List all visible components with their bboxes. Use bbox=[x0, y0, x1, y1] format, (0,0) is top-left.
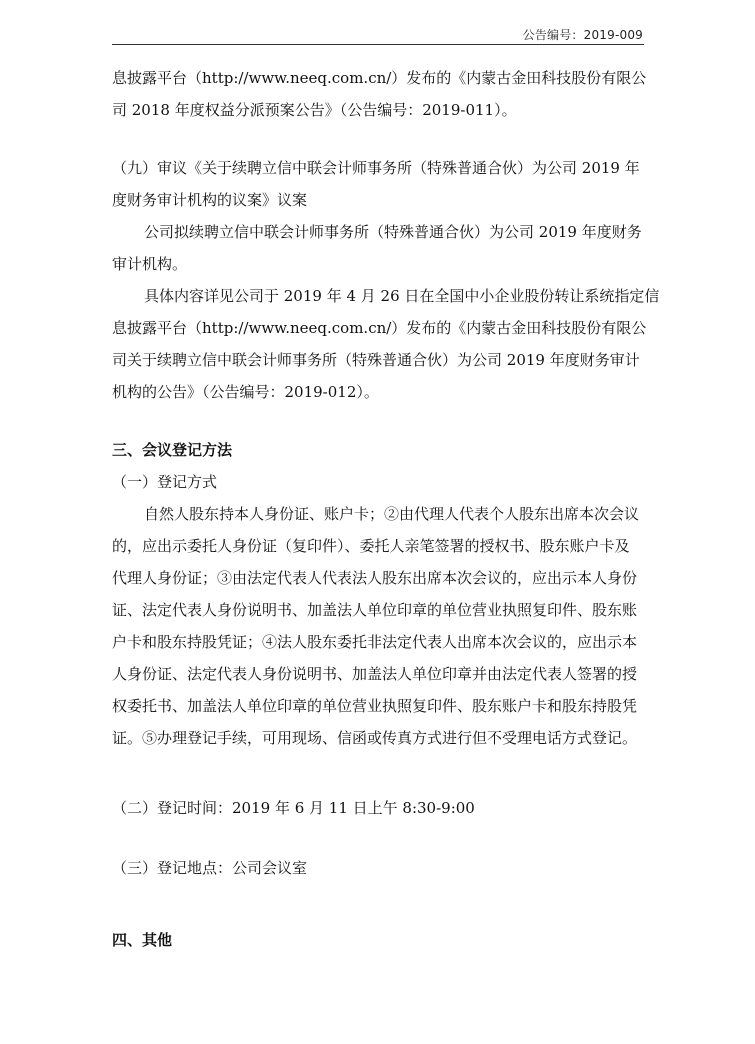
text-line: 户卡和股东持股凭证；④法人股东委托非法定代表人出席本次会议的，应出示本 bbox=[112, 633, 638, 651]
text-line: 司 2018 年度权益分派预案公告》（公告编号：2019-011）。 bbox=[112, 101, 517, 119]
registration-location bbox=[112, 852, 644, 884]
text-line: 机构的公告》（公告编号：2019-012）。 bbox=[112, 383, 379, 401]
section-four bbox=[112, 924, 644, 956]
announcement-number: 公告编号：2019-009 bbox=[522, 28, 643, 42]
text-line: 审计机构。 bbox=[112, 255, 188, 273]
item-nine bbox=[112, 152, 660, 408]
text-line: 代理人身份证；③由法定代表人代表法人股东出席本次会议的，应出示本人身份 bbox=[112, 569, 638, 587]
text-line: 证。⑤办理登记手续，可用现场、信函或传真方式进行但不受理电话方式登记。 bbox=[112, 729, 638, 747]
item-nine-title: （九）审议《关于续聘立信中联会计师事务所（特殊普通合伙）为公司 2019 年 bbox=[112, 159, 640, 177]
text-line: 人身份证、法定代表人身份说明书、加盖法人单位印章并由法定代表人签署的授 bbox=[112, 665, 638, 683]
registration-location-text: （三）登记地点：公司会议室 bbox=[112, 859, 308, 877]
registration-time bbox=[112, 792, 644, 824]
text-line: 息披露平台（http://www.neeq.com.cn/）发布的《内蒙古金田科技股份有限公 bbox=[112, 319, 647, 337]
text-line: 的，应出示委托人身份证（复印件）、委托人亲笔签署的授权书、股东账户卡及 bbox=[112, 537, 630, 555]
section-four-heading: 四、其他 bbox=[112, 931, 173, 949]
subsection-title: （一）登记方式 bbox=[112, 473, 218, 491]
text-line: 权委托书、加盖法人单位印章的单位营业执照复印件、股东账户卡和股东持股凭 bbox=[112, 697, 638, 715]
text-line: 具体内容详见公司于 2019 年 4 月 26 日在全国中小企业股份转让系统指定信 bbox=[144, 287, 660, 305]
text-line: 自然人股东持本人身份证、账户卡；②由代理人代表个人股东出席本次会议 bbox=[144, 505, 640, 523]
registration-time-text: （二）登记时间：2019 年 6 月 11 日上午 8:30-9:00 bbox=[112, 799, 475, 817]
top-paragraph bbox=[112, 62, 647, 126]
text-line: 司关于续聘立信中联会计师事务所（特殊普通合伙）为公司 2019 年度财务审计 bbox=[112, 351, 640, 369]
header-divider bbox=[112, 44, 644, 45]
text-line: 息披露平台（http://www.neeq.com.cn/）发布的《内蒙古金田科技股份有限公 bbox=[112, 69, 647, 87]
section-three bbox=[112, 434, 644, 754]
item-nine-title: 度财务审计机构的议案》议案 bbox=[112, 191, 308, 209]
text-line: 公司拟续聘立信中联会计师事务所（特殊普通合伙）为公司 2019 年度财务 bbox=[144, 223, 642, 241]
text-line: 证、法定代表人身份说明书、加盖法人单位印章的单位营业执照复印件、股东账 bbox=[112, 601, 638, 619]
section-three-heading: 三、会议登记方法 bbox=[112, 441, 233, 459]
